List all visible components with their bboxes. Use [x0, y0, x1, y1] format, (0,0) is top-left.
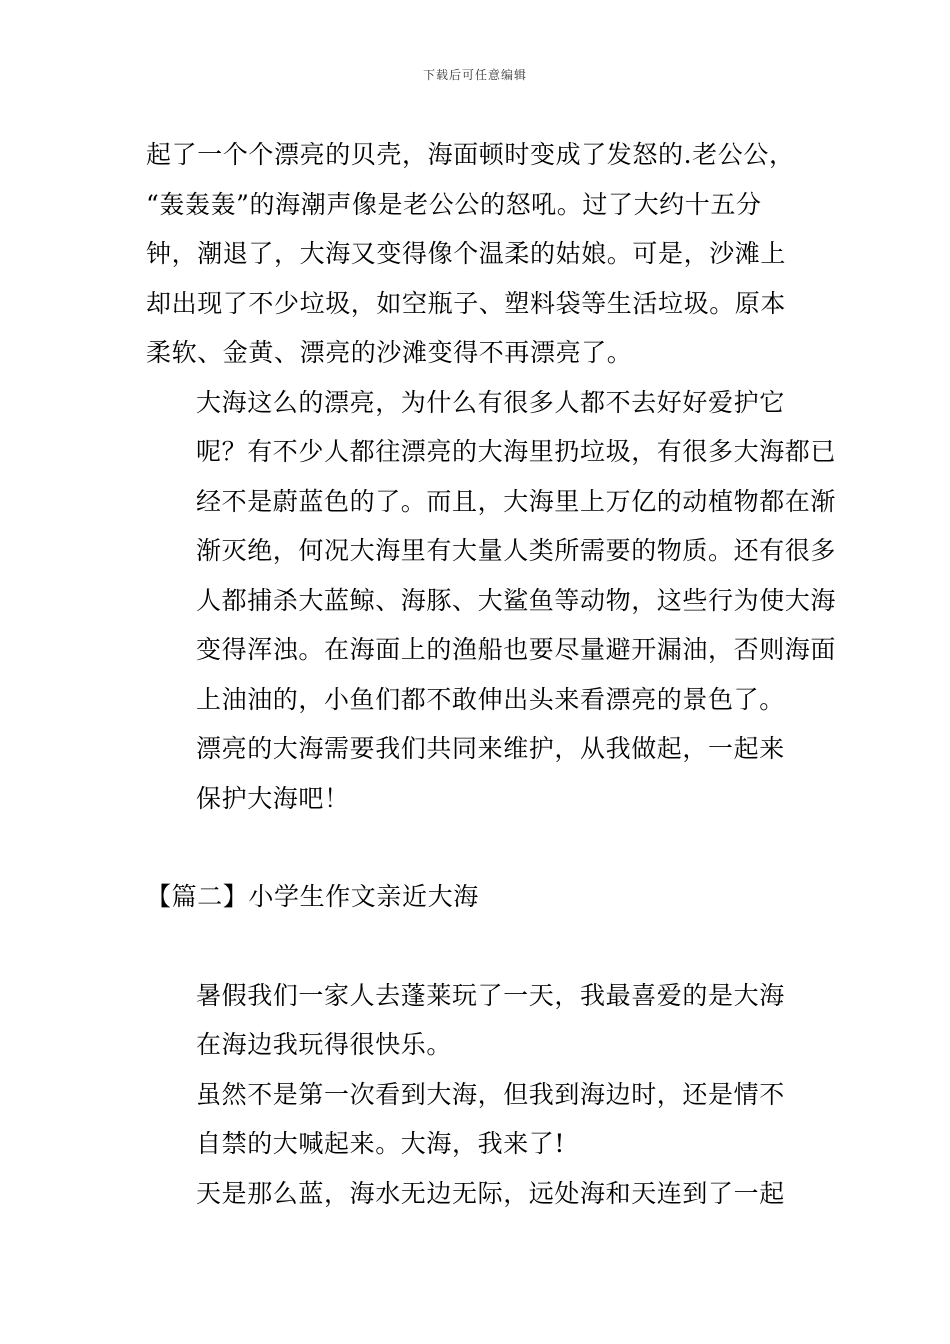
paragraph: [146, 724, 808, 823]
text-line: 天是那么蓝，海水无边无际，远处海和天连到了一起: [196, 1178, 785, 1208]
essay-part-two: [146, 971, 808, 1219]
text-line: 自禁的大喊起来。大海，我来了!: [196, 1129, 566, 1158]
text-line: 保护大海吧！: [196, 783, 350, 813]
header-note: 下载后可任意编辑: [422, 68, 527, 82]
paragraph: [146, 1070, 808, 1169]
text-line: 暑假我们一家人去蓬莱玩了一天，我最喜爱的是大海: [196, 980, 785, 1010]
text-line: 上油油的，小鱼们都不敢伸出头来看漂亮的景色了。: [196, 684, 785, 714]
text-line: 呢？有不少人都往漂亮的大海里扔垃圾，有很多大海都已: [196, 437, 837, 466]
document-body: [146, 130, 837, 1218]
paragraph: [146, 1169, 808, 1219]
paragraph: [146, 130, 808, 378]
text-line: 人都捕杀大蓝鲸、海豚、大鲨鱼等动物，这些行为使大海: [196, 585, 837, 615]
paragraph: [146, 971, 808, 1070]
text-line: 柔软、金黄、漂亮的沙滩变得不再漂亮了。: [146, 338, 633, 367]
text-line: 起了一个个漂亮的贝壳，海面顿时变成了发怒的.老公公，: [146, 140, 795, 169]
text-line: 大海这么的漂亮，为什么有很多人都不去好好爱护它: [196, 387, 785, 417]
text-line: 经不是蔚蓝色的了。而且，大海里上万亿的动植物都在渐: [196, 486, 837, 516]
text-line: 钟，潮退了，大海又变得像个温柔的姑娘。可是，沙滩上: [146, 239, 787, 268]
text-line: 变得浑浊。在海面上的渔船也要尽量避开漏油，否则海面: [196, 635, 837, 664]
text-line: “轰轰轰”的海潮声像是老公公的怒吼。过了大约十五分: [146, 189, 762, 219]
text-line: 在海边我玩得很快乐。: [196, 1030, 453, 1059]
text-line: 却出现了不少垃圾，如空瓶子、塑料袋等生活垃圾。原本: [146, 288, 787, 318]
text-line: 虽然不是第一次看到大海，但我到海边时，还是情不: [196, 1079, 785, 1109]
text-line: 渐灭绝，何况大海里有大量人类所需要的物质。还有很多: [196, 536, 837, 565]
paragraph: [146, 378, 837, 725]
text-line: 漂亮的大海需要我们共同来维护，从我做起，一起来: [196, 734, 785, 763]
section-heading: 【篇二】小学生作文亲近大海: [146, 882, 479, 911]
essay-part-one: [146, 130, 837, 823]
